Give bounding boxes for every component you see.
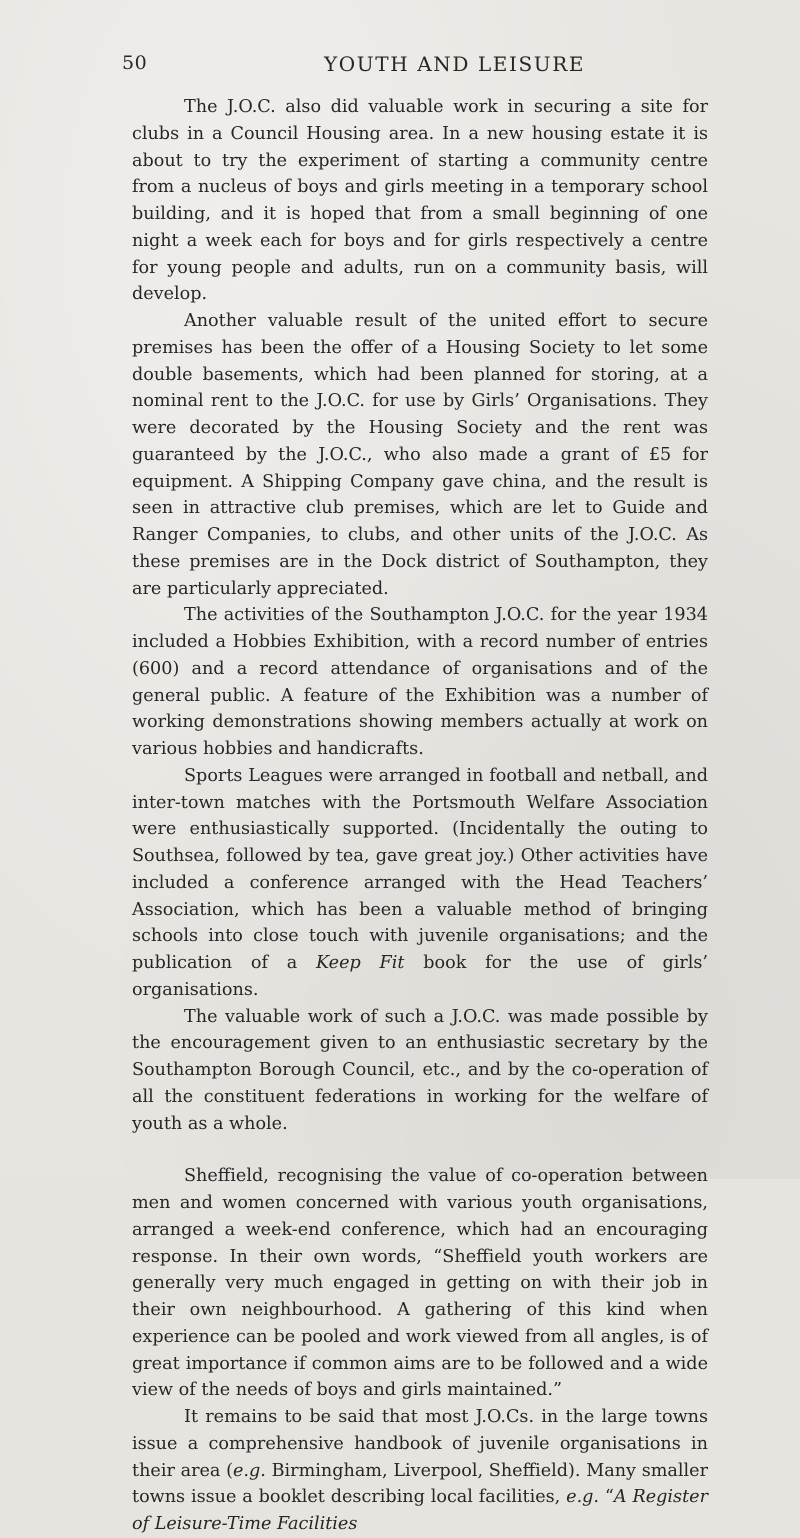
- paragraph-valuable-work: The valuable work of such a J.O.C. was made possible by the encouragement given to an enthusiastic secretary by the Southampton Borough Council, etc., and by the co-operation of all the constituent federations in working for the welfare of youth as a whole.: [132, 1006, 708, 1134]
- paragraph-sheffield: Sheffield, recognising the value of co-operation between men and women concerned with various youth organisations, arranged a week-end conference, which had an encouraging response. In their own words, “Sheffield youth workers are generally very much engaged in getting on with their job in their own neighbourhood. A gathering of this kind when experience can be pooled and work viewed from all angles, is of great importance if common aims are to be followed and a wide view of the needs of boys and girls maintained.”: [132, 1166, 708, 1401]
- paragraph-text: book for the use of girls’ organisations.: [132, 953, 708, 1000]
- paragraph-hobbies-exhibition: The activities of the Southampton J.O.C. for the year 1934 included a Hobbies Exhibition, with a record number of entries (600) and a record attendance of organisations and of the general public. A feature of the Exhibition was a number of working demonstrations showing members actually at work on various hobbies and handicrafts.: [132, 605, 708, 759]
- paragraph-text: Birmingham, Liverpool, Sheffield). Many smaller towns issue a booklet describing local facilities,: [132, 1460, 708, 1508]
- paragraph-jo-c-site: The J.O.C. also did valuable work in securing a site for clubs in a Council Housing area. In a new housing estate it is about to try the experiment of starting a community centre from a nucleus of boys and girls meeting in a temporary school building, and it is hoped that from a small beginning of one night a week each for boys and for girls respectively a centre for young people and adults, run on a community basis, will develop.: [132, 97, 708, 305]
- paragraph-text: It remains to be said that most J.O.Cs. in the large towns issue a comprehensive handbook of juvenile organisations in their area (: [132, 1407, 708, 1481]
- paragraph-text: Sports Leagues were arranged in football and netball, and inter-town matches with the Portsmouth Welfare Association were enthusiastically supported. (Incidentally the outing to Southsea, followed by tea, gave great joy.) Other activities have included a conference arranged with the Head Teachers’ Association, which has been a valuable method of bringing schools into close touch with juvenile organisations; and the publication of a: [132, 765, 708, 973]
- register-title-italic: A Register of Leisure-Time Facilities: [132, 1487, 708, 1534]
- abbreviation-italic: e.g.: [566, 1487, 600, 1508]
- running-head: YOUTH AND LEISURE: [324, 52, 586, 76]
- book-title-italic: Keep Fit: [316, 953, 405, 973]
- paragraph-sports-leagues: [132, 763, 708, 1004]
- paragraph-text: “: [599, 1487, 614, 1508]
- body-text: [132, 94, 708, 1538]
- abbreviation-italic: e.g.: [233, 1460, 266, 1481]
- page-number: 50: [122, 52, 148, 74]
- paragraph-handbooks: [132, 1404, 708, 1538]
- page-header: [122, 52, 682, 86]
- paragraph-housing-society: Another valuable result of the united effort to secure premises has been the offer of a Housing Society to let some double basements, which had been planned for storing, at a nominal rent to the J.O.C. for use by Girls’ Organisations. They were decorated by the Housing Society and the rent was guaranteed by the J.O.C., who also made a grant of £5 for equipment. A Shipping Company gave china, and the result is seen in attractive club premises, which are let to Guide and Ranger Companies, to clubs, and other units of the J.O.C. As these premises are in the Dock district of Southampton, they are particularly appreciated.: [132, 311, 708, 599]
